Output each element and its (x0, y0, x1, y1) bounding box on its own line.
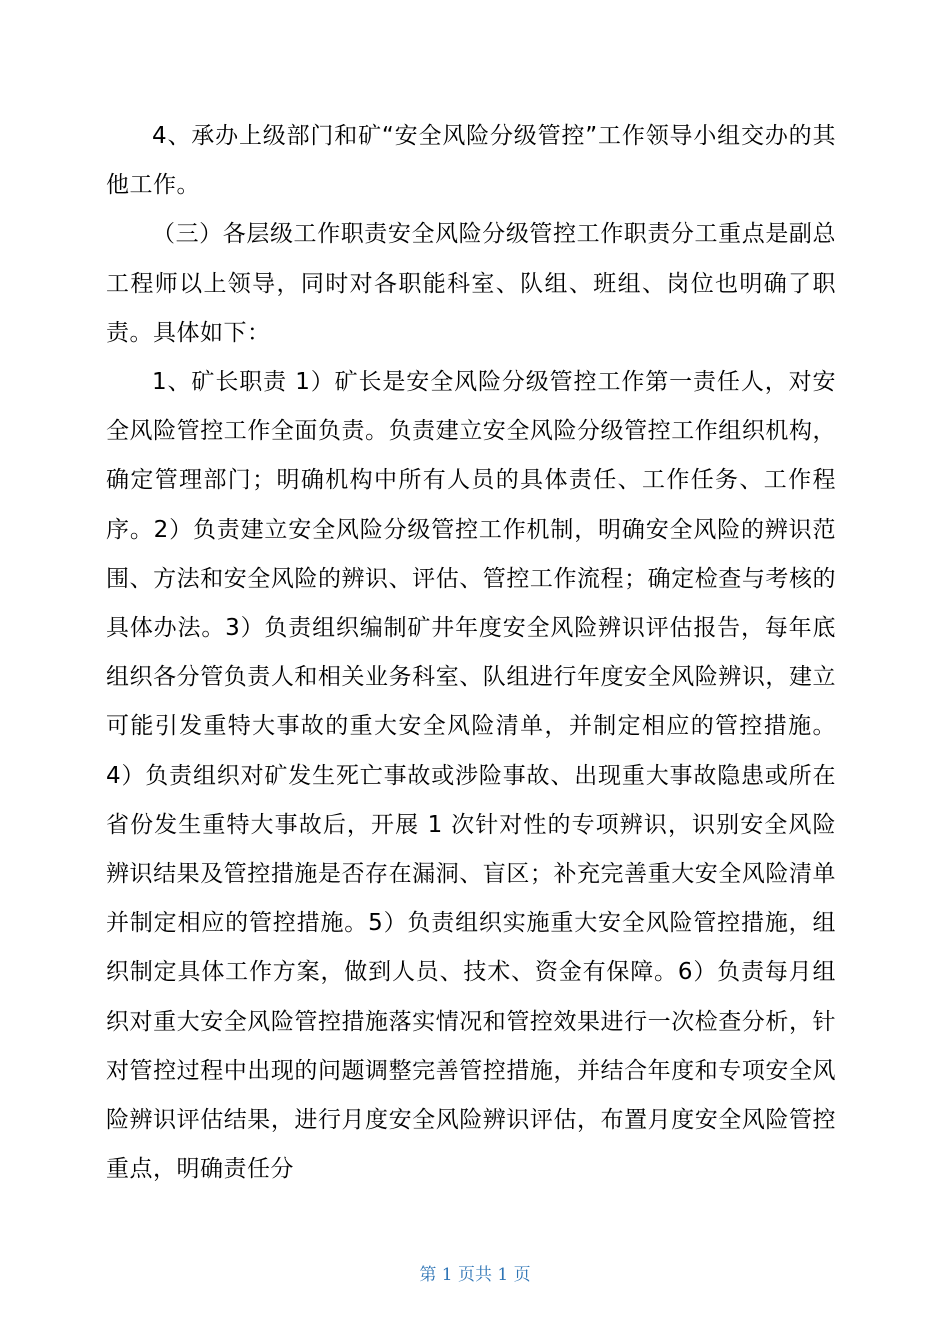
paragraph-section-3: （三）各层级工作职责安全风险分级管控工作职责分工重点是副总工程师以上领导，同时对各职能科室、队组、班组、岗位也明确了职责。具体如下： (106, 221, 836, 346)
paragraph-mine-director-duties: 1、矿长职责 1）矿长是安全风险分级管控工作第一责任人，对安全风险管控工作全面负责。负责建立安全风险分级管控工作组织机构，确定管理部门；明确机构中所有人员的具体责任、工作任务、工作程序。2）负责建立安全风险分级管控工作机制，明确安全风险的辨识范围、方法和安全风险的辨识、评估、管控工作流程；确定检查与考核的具体办法。3）负责组织编制矿井年度安全风险辨识评估报告，每年底组织各分管负责人和相关业务科室、队组进行年度安全风险辨识，建立可能引发重特大事故的重大安全风险清单，并制定相应的管控措施。4）负责组织对矿发生死亡事故或涉险事故、出现重大事故隐患或所在省份发生重特大事故后，开展 1 次针对性的专项辨识，识别安全风险辨识结果及管控措施是否存在漏洞、盲区；补充完善重大安全风险清单并制定相应的管控措施。5）负责组织实施重大安全风险管控措施，组织制定具体工作方案，做到人员、技术、资金有保障。6）负责每月组织对重大安全风险管控措施落实情况和管控效果进行一次检查分析，针对管控过程中出现的问题调整完善管控措施，并结合年度和专项安全风险辨识评估结果，进行月度安全风险辨识评估，布置月度安全风险管控重点，明确责任分 (106, 369, 836, 1183)
page-footer: 第 1 页共 1 页 (419, 1265, 531, 1285)
paragraph-item-4: 4、承办上级部门和矿“安全风险分级管控”工作领导小组交办的其他工作。 (106, 123, 836, 199)
document-body (106, 112, 836, 1194)
